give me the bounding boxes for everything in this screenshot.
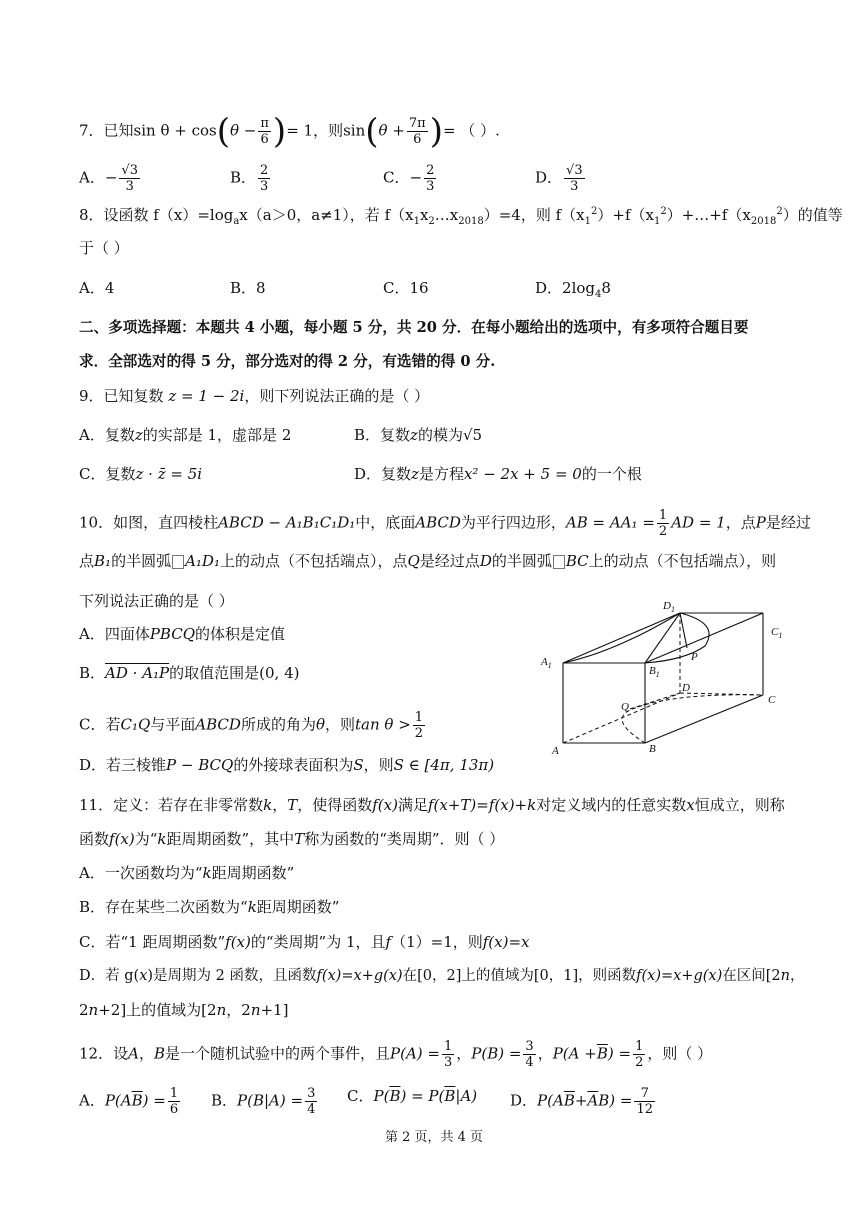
- q10-option-d: D．若三棱锥P − BCQ的外接球表面积为S，则S ∈ [4π, 13π): [79, 756, 495, 774]
- q10-option-b: B．AD · A₁P的取值范围是(0, 4): [79, 664, 300, 682]
- q11-option-c: C．若“1 距周期函数”f(x)的“类周期”为 1，且f（1）=1，则f(x)=x: [79, 933, 530, 951]
- q7-stem: 7．已知sin θ + cos(θ − $\frac{\pi}{6}$ )= 1，则sin(θ + $\frac{7\pi}{6}$ )= （ ）.: [79, 111, 500, 152]
- q12-option-d: D．$P(A\overline{B}+\overline{A}B)$ = $\frac{7}{12}$: [510, 1086, 654, 1117]
- q8-option-c: C．16: [383, 279, 429, 297]
- q9-stem: 9．已知复数 z = 1 − 2i，则下列说法正确的是（ ）: [79, 387, 430, 405]
- q9-option-d: D．复数z是方程x² − 2x + 5 = 0的一个根: [354, 465, 642, 483]
- q10-stem-line1: 10．如图，直四棱柱ABCD − A₁B₁C₁D₁中，底面ABCD为平行四边形，AB = AA₁ = $\frac{1}{2}$ AD = 1，点P是经过: [79, 508, 811, 539]
- svg-text:D: D: [682, 682, 690, 694]
- svg-text:P: P: [691, 651, 698, 663]
- segment-d1-p: [680, 613, 687, 648]
- q8-stem-line1: 8．设函数 $f(x)=\log_ax(a>0$，a≠1），若 $f(x_1x_2\dots x_{2018})=4$，则 $f(x_1^2)+f(x_1^2)+\dots+f(x_{2018}^2)$的值等: [79, 206, 843, 227]
- q7-option-b: B． $\frac{2}{3}$: [230, 163, 269, 194]
- q8-option-b: B．8: [230, 279, 266, 297]
- q9-option-b: B．复数z的模为√5: [354, 426, 483, 444]
- svg-text:D1: $D_1$: [663, 600, 675, 614]
- q10-stem-line2: 点B₁的半圆弧 A₁D₁上的动点（不包括端点），点Q是经过点D的半圆弧 BC上的动点（不包括端点），则: [79, 552, 777, 570]
- q11-option-d-line2: 2n+2]上的值域为[2n，2n+1]: [79, 1001, 289, 1019]
- svg-text:C: C: [768, 694, 776, 706]
- svg-text:Q: Q: [621, 701, 629, 713]
- q9-option-a: A．复数z的实部是 1，虚部是 2: [79, 426, 292, 444]
- arc-bottom-semicircle: [622, 695, 763, 743]
- svg-text:C1: $C_1$: [771, 626, 783, 640]
- q11-stem-line2: 函数f(x)为“k距周期函数”，其中T称为函数的“类周期”．则（ ）: [79, 830, 505, 848]
- q9-option-c: C．复数z · z̄ = 5i: [79, 465, 203, 483]
- prism-figure: [535, 598, 795, 763]
- q7-option-d: D． $\frac{√3}{3}$: [535, 163, 583, 194]
- section2-heading-line2: 求．全部选对的得 5 分，部分选对的得 2 分，有选错的得 0 分.: [79, 353, 496, 370]
- q12-option-c: C．$P(\overline{B}) = P(\overline{B}|A)$: [347, 1087, 478, 1105]
- q8-option-d: D．$2\log_48$: [535, 279, 611, 300]
- svg-text:A: A: [552, 745, 559, 757]
- q7-option-c: C．− $\frac{2}{3}$: [383, 163, 435, 194]
- q7-option-a: A．− $\frac{√3}{3}$: [79, 163, 138, 194]
- arc-top-semicircle: [645, 613, 709, 663]
- page-footer: 第 2 页，共 4 页: [384, 1130, 484, 1145]
- svg-text:B: B: [649, 743, 656, 755]
- q8-stem-line2: 于（ ）: [79, 239, 129, 257]
- q12-stem: 12．设A，B是一个随机试验中的两个事件，且P(A) = $\frac{1}{3}$ ，P(B) = $\frac{3}{4}$ ，$P(A +\overline{B})$ = $\frac{1}{2}$ ，则（ ）: [79, 1039, 713, 1070]
- q8-option-a: A．4: [79, 279, 115, 297]
- section2-heading-line1: 二、多项选择题：本题共 4 小题，每小题 5 分，共 20 分．在每小题给出的选项中，有多项符合题目要: [79, 319, 749, 336]
- q10-stem-line3: 下列说法正确的是（ ）: [79, 592, 234, 610]
- q10-option-c: C．若C₁Q与平面ABCD所成的角为θ，则tan θ > $\frac{1}{2}$: [79, 710, 424, 741]
- q12-option-a: A．$P(A\overline{B})$ = $\frac{1}{6}$: [79, 1086, 179, 1117]
- q11-stem-line1: 11．定义：若存在非零常数k，T，使得函数f(x)满足f(x+T)=f(x)+k对定义域内的任意实数x恒成立，则称: [79, 796, 785, 814]
- q11-option-a: A．一次函数均为“k距周期函数”: [79, 864, 295, 882]
- segment-q-d: [630, 693, 680, 709]
- q11-option-b: B．存在某些二次函数为“k距周期函数”: [79, 898, 340, 916]
- q12-option-b: B．P(B|A) = $\frac{3}{4}$: [211, 1086, 316, 1117]
- edge-b-c: [645, 695, 763, 743]
- q11-option-d-line1: D．若 g(x)是周期为 2 函数，且函数f(x)=x+g(x)在[0，2]上的值域为[0，1]，则函数f(x)=x+g(x)在区间[2n，: [79, 968, 805, 984]
- svg-text:A1: $A_1$: [541, 656, 552, 670]
- q10-option-a: A．四面体PBCQ的体积是定值: [79, 625, 286, 643]
- svg-text:B1: $B_1$: [649, 665, 660, 679]
